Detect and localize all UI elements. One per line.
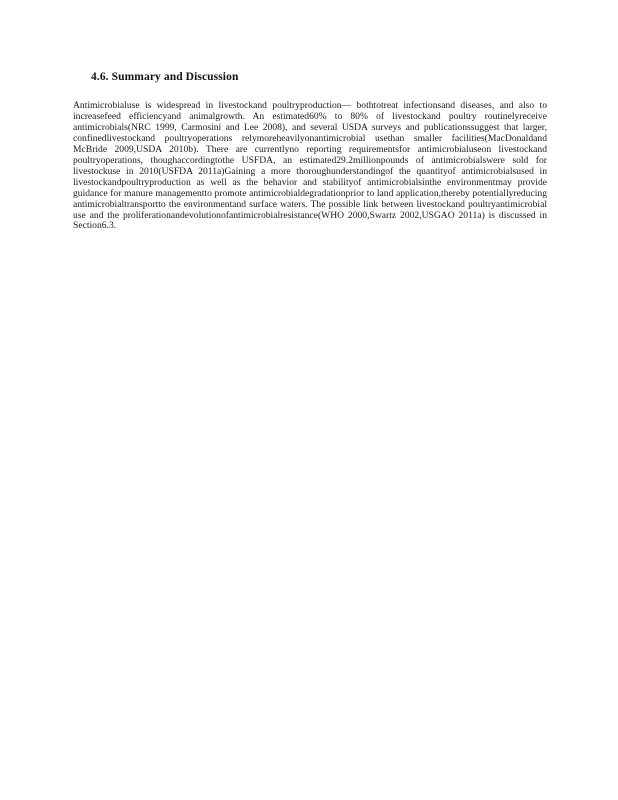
section-heading: 4.6. Summary and Discussion: [91, 71, 239, 83]
section-paragraph: Antimicrobialuse is widespread in livestockand poultryproduction— bothtotreat infectionsand diseases, and also to increasefeed efficiencyand animalgrowth. An estimated60% to 80% of livestockand poultry routinelyreceive antimicrobials(NRC 1999, Carmosini and Lee 2008), and several USDA surveys and publicationssuggest that larger, confinedlivestockand poultryoperations relymoreheavilyonantimicrobial usethan smaller facilities(MacDonaldand McBride 2009,USDA 2010b). There are currentlyno reporting requirementsfor antimicrobialuseon livestockand poultryoperations, thoughaccordingtothe USFDA, an estimated29.2millionpounds of antimicrobialswere sold for livestockuse in 2010(USFDA 2011a)Gaining a more thoroughunderstandingof the quantityof antimicrobialsused in livestockandpoultryproduction as well as the behavior and stabilityof antimicrobialsinthe environmentmay provide guidance for manure managementto promote antimicrobialdegradationprior to land application,thereby potentiallyreducing antimicrobialtransportto the environmentand surface waters. The possible link between livestockand poultryantimicrobial use and the proliferationandevolutionofantimicrobialresistance(WHO 2000,Swartz 2002,USGAO 2011a) is discussed in Section6.3.: [73, 100, 547, 232]
